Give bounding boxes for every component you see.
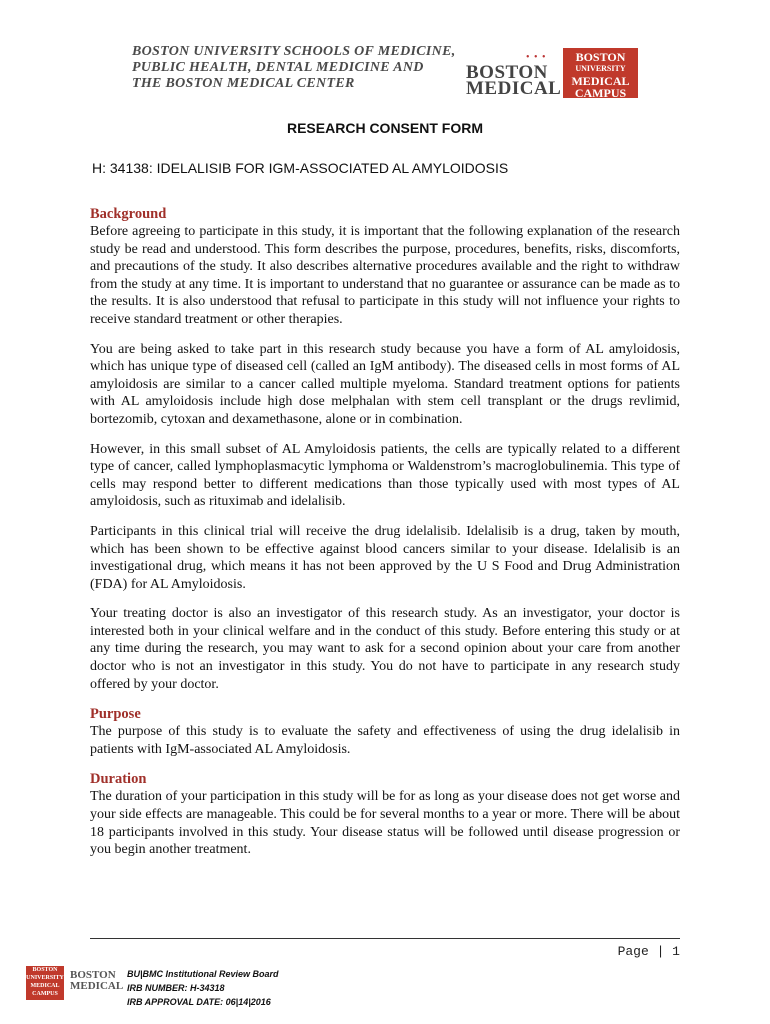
institution-line-3: THE BOSTON MEDICAL CENTER: [132, 76, 355, 91]
logo-dots-icon: • • •: [526, 52, 547, 63]
study-title: H: 34138: IDELALISIB FOR IGM-ASSOCIATED AL AMYLOIDOSIS: [92, 160, 509, 176]
irb-stamp: [127, 967, 279, 1009]
bumc-logo: BOSTON UNIVERSITY MEDICAL CAMPUS: [563, 48, 638, 98]
boston-medical-logo: • • • BOSTON MEDICAL: [466, 52, 562, 99]
irb-number: IRB NUMBER: H-34318: [127, 983, 225, 993]
footer-bumc-logo: BOSTON UNIVERSITY MEDICAL CAMPUS: [26, 966, 64, 1000]
paragraph: Before agreeing to participate in this study, it is important that the following explanation of the research study be read and understood. This form describes the purpose, procedures, benefits, risks, discomforts, and precautions of the study. It also describes alternative procedures available and the right to withdraw from the study at any time. It is important to understand that no guarantee or assurance can be made as to the results. It is also understood that refusal to participate in this study will not influence your rights to receive standard treatment or other therapies.: [90, 224, 680, 327]
footer-boston-medical-logo: BOSTON MEDICAL: [70, 969, 124, 992]
document-title: RESEARCH CONSENT FORM: [286, 120, 483, 136]
irb-approval-date: IRB APPROVAL DATE: 06|14|2016: [127, 997, 271, 1007]
paragraph: The duration of your participation in this study will be for as long as your disease does not get worse and your side effects are manageable. This could be for several months to a year or more. There will be about 18 participants involved in this study. Your disease status will be followed until disease progression or you begin another treatment.: [90, 789, 680, 858]
paragraph: However, in this small subset of AL Amyloidosis patients, the cells are typically related to a different type of cancer, called lymphoplasmacytic lymphoma or Waldenstrom’s macroglobulinemia. This type of cells may respond better to different medications than those typically used with most types of AL amyloidosis, such as rituximab and idelalisib.: [90, 441, 680, 510]
paragraph: Your treating doctor is also an investigator of this research study. As an investigator, your doctor is interested both in your clinical welfare and in the conduct of this study. Before entering this study or at any time during the research, you may want to ask for a second opinion about your care from another doctor who is not an investigator in this study. You do not have to participate in any research study offered by your doctor.: [90, 606, 680, 692]
heading-purpose: Purpose: [90, 706, 141, 723]
institution-line-1: BOSTON UNIVERSITY SCHOOLS OF MEDICINE,: [132, 44, 456, 59]
document-body: [90, 205, 680, 871]
page-number: Page | 1: [617, 944, 680, 959]
footer-logos: [26, 966, 124, 1002]
paragraph: Participants in this clinical trial will receive the drug idelalisib. Idelalisib is a drug, taken by mouth, which has been shown to be effective against blood cancers similar to your disease. Idelalisib is an investigational drug, which means it has not been approved by the U S Food and Drug Administration (FDA) for AL Amyloidosis.: [90, 523, 680, 592]
footer-divider: [90, 938, 680, 939]
irb-board: BU|BMC Institutional Review Board: [127, 969, 279, 979]
institution-name: [132, 44, 456, 92]
heading-duration: Duration: [90, 771, 147, 788]
heading-background: Background: [90, 206, 167, 222]
paragraph: The purpose of this study is to evaluate the safety and effectiveness of using the drug idelalisib in patients with IgM-associated AL Amyloidosis.: [90, 724, 680, 757]
paragraph: You are being asked to take part in this research study because you have a form of AL amyloidosis, which has unique type of diseased cell (called an IgM antibody). The diseased cells in most forms of AL amyloidosis are similar to a cancer called multiple myeloma. Standard treatment options for patients with AL amyloidosis include high dose melphalan with stem cell transplant or the drugs revlimid, bortezomib, cytoxan and dexamethasone, alone or in combination.: [90, 341, 680, 427]
page-header: [0, 0, 770, 110]
institution-line-2: PUBLIC HEALTH, DENTAL MEDICINE AND: [132, 60, 424, 75]
